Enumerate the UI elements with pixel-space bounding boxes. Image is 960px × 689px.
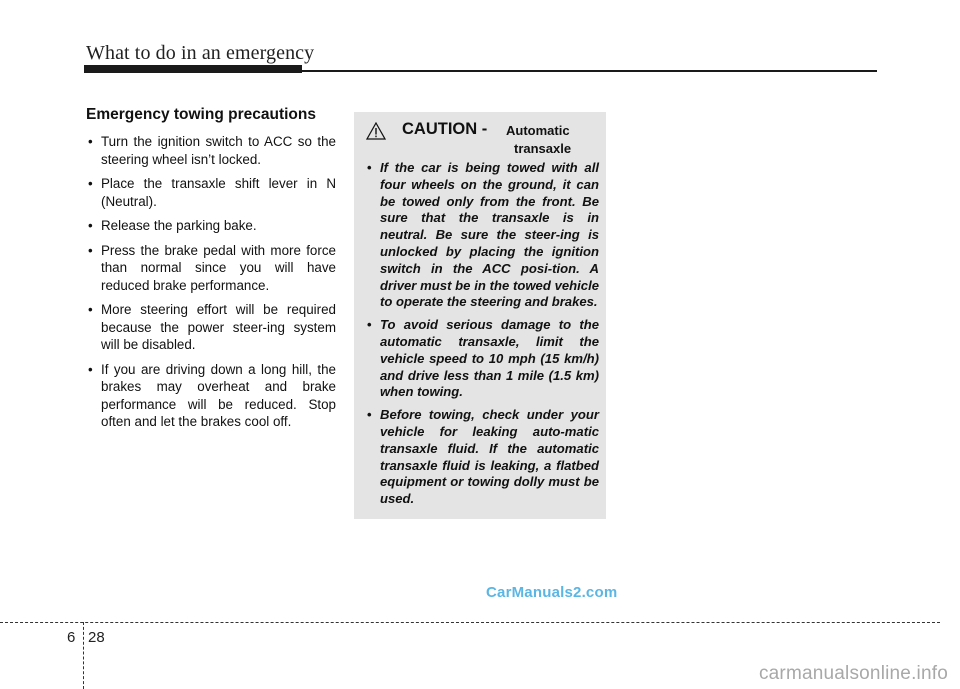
list-item: • If you are driving down a long hill, the brakes may overheat and brake performance will be reduced. Stop often and let the brakes cool off. <box>86 361 336 431</box>
caution-item: • To avoid serious damage to the automatic transaxle, limit the vehicle speed to 10 mph (15 km/h) and drive less than 1 mile (1.5 km) when towing. <box>366 317 599 401</box>
list-item: • Press the brake pedal with more force than normal since you will have reduced brake performance. <box>86 242 336 295</box>
warning-triangle-icon <box>366 122 386 140</box>
page-header-title: What to do in an emergency <box>86 42 315 64</box>
page-number: 28 <box>88 629 105 646</box>
list-item: • Turn the ignition switch to ACC so the steering wheel isn’t locked. <box>86 133 336 168</box>
section-title: Emergency towing precautions <box>86 106 316 123</box>
header-rule-thin <box>300 70 877 72</box>
site-watermark: carmanualsonline.info <box>758 663 948 684</box>
footer-rule <box>0 622 940 623</box>
caution-subtitle-line1: Automatic <box>506 123 570 138</box>
precautions-list <box>86 133 336 431</box>
list-item: • Place the transaxle shift lever in N (Neutral). <box>86 175 336 210</box>
header-rule-thick <box>84 65 302 73</box>
towing-precautions-section <box>86 106 336 438</box>
caution-label: CAUTION - <box>402 120 488 138</box>
caution-box <box>354 112 606 519</box>
caution-list <box>366 160 599 514</box>
caution-subtitle-line2: transaxle <box>514 141 572 156</box>
footer-divider <box>83 622 84 689</box>
list-item: • More steering effort will be required because the power steer-ing system will be disabled. <box>86 301 336 354</box>
list-item: • Release the parking bake. <box>86 217 336 235</box>
chapter-number: 6 <box>67 629 76 646</box>
caution-item: • Before towing, check under your vehicle for leaking auto-matic transaxle fluid. If the automatic transaxle fluid is leaking, a flatbed equipment or towing dolly must be used. <box>366 407 599 508</box>
carmanuals2-watermark: CarManuals2.com <box>486 584 618 601</box>
caution-item: • If the car is being towed with all four wheels on the ground, it can be towed only from the front. Be sure that the transaxle is in neutral. Be sure the steer-ing is unlocked by placing the ignition switch in the ACC posi-tion. A driver must be in the towed vehicle to operate the steering and brakes. <box>366 160 599 311</box>
